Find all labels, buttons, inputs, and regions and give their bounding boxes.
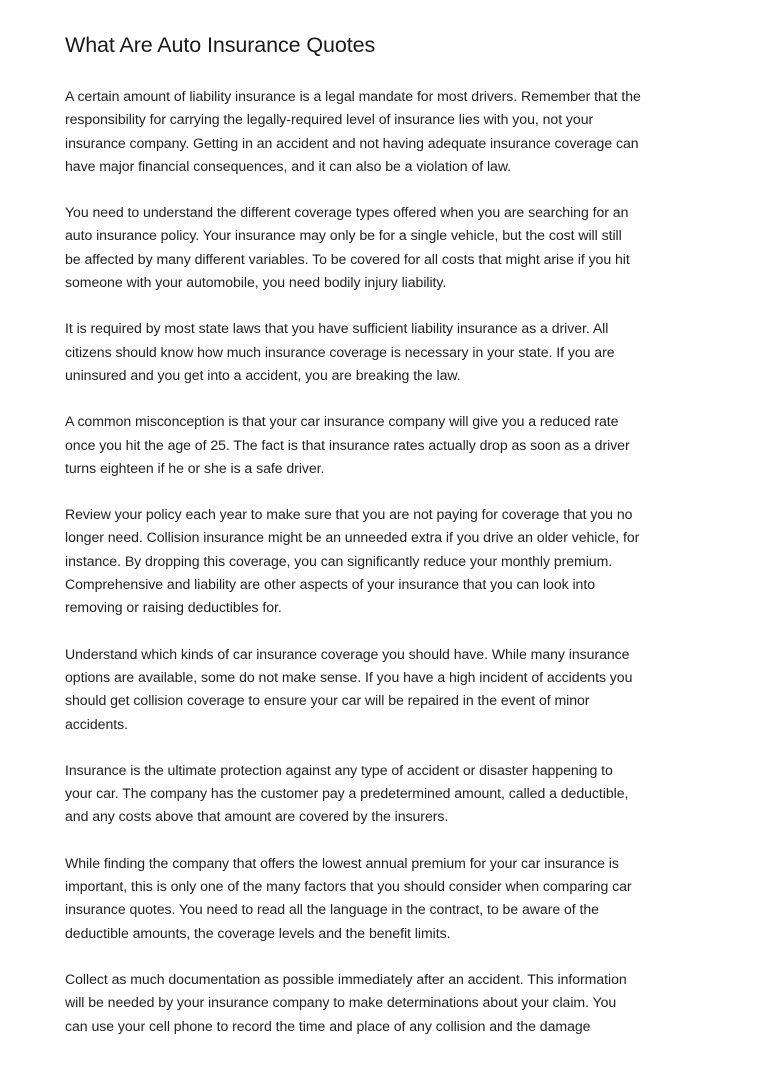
- paragraph: [65, 410, 715, 480]
- text-line: deductible amounts, the coverage levels and the benefit limits.: [65, 924, 451, 941]
- text-line: be affected by many different variables. To be covered for all costs that might arise if you hit: [65, 250, 630, 267]
- text-line: insurance company. Getting in an accident and not having adequate insurance coverage can: [65, 134, 639, 151]
- paragraph: [65, 201, 715, 294]
- document-body: [65, 85, 715, 1061]
- text-line: citizens should know how much insurance coverage is necessary in your state. If you are: [65, 343, 615, 360]
- page-title: What Are Auto Insurance Quotes: [65, 33, 376, 57]
- text-line: and any costs above that amount are covered by the insurers.: [65, 808, 449, 825]
- text-line: Insurance is the ultimate protection against any type of accident or disaster happening to: [65, 761, 613, 778]
- text-line: uninsured and you get into a accident, you are breaking the law.: [65, 366, 461, 383]
- text-line: A common misconception is that your car insurance company will give you a reduced rate: [65, 413, 619, 430]
- paragraph: [65, 643, 715, 736]
- text-line: can use your cell phone to record the time and place of any collision and the damage: [65, 1017, 591, 1034]
- text-line: once you hit the age of 25. The fact is that insurance rates actually drop as soon as a driver: [65, 436, 630, 453]
- text-line: It is required by most state laws that you have sufficient liability insurance as a driver. All: [65, 320, 609, 337]
- text-line: will be needed by your insurance company to make determinations about your claim. You: [65, 994, 617, 1011]
- text-line: responsibility for carrying the legally-required level of insurance lies with you, not your: [65, 111, 594, 128]
- paragraph: [65, 968, 715, 1038]
- text-line: Understand which kinds of car insurance coverage you should have. While many insurance: [65, 645, 630, 662]
- paragraph: [65, 85, 715, 178]
- text-line: Review your policy each year to make sure that you are not paying for coverage that you no: [65, 506, 633, 523]
- text-line: should get collision coverage to ensure your car will be repaired in the event of minor: [65, 692, 590, 709]
- paragraph: [65, 317, 715, 387]
- text-line: Collect as much documentation as possible immediately after an accident. This information: [65, 970, 627, 987]
- text-line: You need to understand the different coverage types offered when you are searching for an: [65, 204, 629, 221]
- text-line: your car. The company has the customer pay a predetermined amount, called a deductible,: [65, 785, 629, 802]
- text-line: options are available, some do not make sense. If you have a high incident of accidents you: [65, 668, 633, 685]
- paragraph: [65, 852, 715, 945]
- text-line: A certain amount of liability insurance is a legal mandate for most drivers. Remember that the: [65, 88, 641, 104]
- text-line: someone with your automobile, you need bodily injury liability.: [65, 274, 447, 291]
- paragraph: [65, 759, 715, 829]
- text-line: longer need. Collision insurance might be an unneeded extra if you drive an older vehicle, for: [65, 529, 640, 546]
- text-line: auto insurance policy. Your insurance may only be for a single vehicle, but the cost will still: [65, 227, 622, 244]
- paragraph: [65, 503, 715, 619]
- text-line: instance. By dropping this coverage, you can significantly reduce your monthly premium.: [65, 552, 613, 569]
- text-line: insurance quotes. You need to read all the language in the contract, to be aware of the: [65, 901, 599, 918]
- text-line: removing or raising deductibles for.: [65, 599, 282, 616]
- text-line: turns eighteen if he or she is a safe driver.: [65, 459, 325, 476]
- text-line: Comprehensive and liability are other aspects of your insurance that you can look into: [65, 576, 595, 593]
- text-line: important, this is only one of the many factors that you should consider when comparing car: [65, 878, 632, 895]
- text-line: have major financial consequences, and it can also be a violation of law.: [65, 157, 512, 174]
- text-line: accidents.: [65, 715, 128, 732]
- text-line: While finding the company that offers the lowest annual premium for your car insurance is: [65, 854, 619, 871]
